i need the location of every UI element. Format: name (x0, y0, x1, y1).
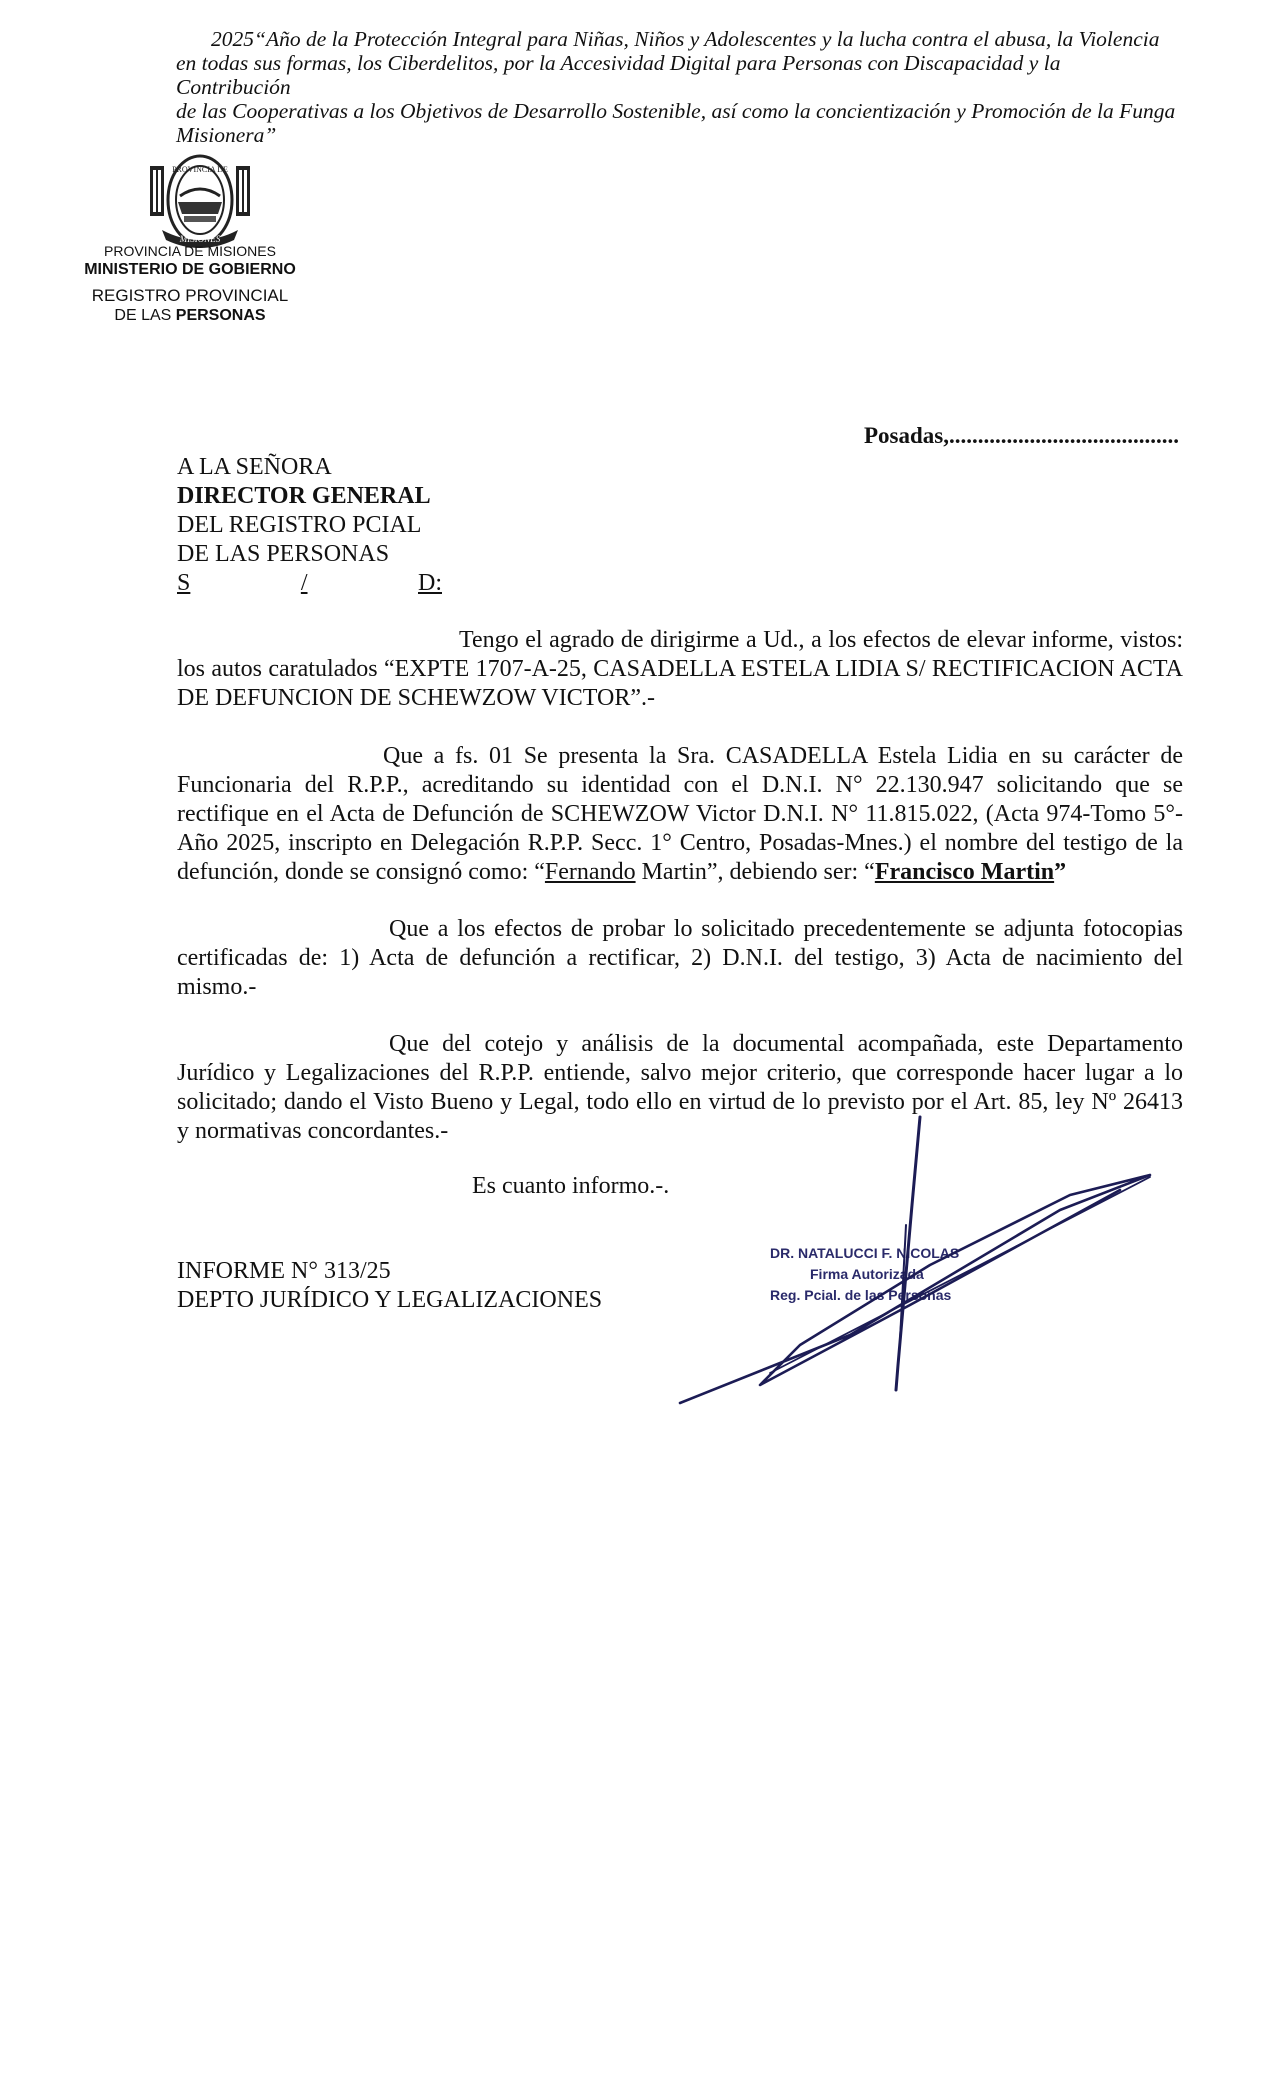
year-motto (176, 27, 1176, 147)
org-registry: REGISTRO PROVINCIAL (91, 286, 289, 305)
provincial-crest-icon (140, 152, 260, 252)
handwritten-signature (650, 1115, 1170, 1405)
stamp-name: DR. NATALUCCI F. NICOLAS (770, 1245, 960, 1261)
stamp-office: Reg. Pcial. de las Personas (770, 1287, 952, 1303)
org-de-las: DE LAS (114, 307, 176, 324)
issuing-office (60, 243, 320, 325)
crest-text-bottom: MISIONES (179, 234, 221, 244)
org-province: PROVINCIA DE MISIONES (104, 243, 276, 259)
p2-close-quote: ” (1054, 859, 1067, 885)
motto-line-4: Misionera” (176, 123, 277, 147)
motto-line-1: 2025“Año de la Protección Integral para Niñas, Niños y Adolescentes y la lucha contra el abusa, la Violencia (211, 27, 1160, 51)
su-despacho (177, 569, 442, 598)
addressee-line-1: A LA SEÑORA (177, 454, 332, 480)
sd-slash: / (300, 570, 308, 596)
sd-d: D: (418, 570, 442, 596)
crest-text-top: PROVINCIA DE (172, 165, 228, 174)
paragraph-evidence: Que a los efectos de probar lo solicitado precedentemente se adjunta fotocopias certificadas de: 1) Acta de defunción a rectificar, 2) D.N.I. del testigo, 3) Acta de nacimiento del mismo.- (177, 916, 1183, 1000)
p2-text-b: Martin”, debiendo ser: “ (635, 859, 875, 885)
stamp-title: Firma Autorizada (810, 1266, 924, 1282)
addressee-line-2: DIRECTOR GENERAL (177, 483, 431, 509)
org-ministry: MINISTERIO DE GOBIERNO (84, 261, 296, 278)
report-department: DEPTO JURÍDICO Y LEGALIZACIONES (177, 1287, 603, 1313)
addressee-line-3: DEL REGISTRO PCIAL (177, 512, 422, 538)
motto-line-3: de las Cooperativas a los Objetivos de Desarrollo Sostenible, así como la concientización y Promoción de la Funga (176, 99, 1176, 123)
report-identifier (177, 1257, 602, 1315)
sd-s: S (177, 570, 191, 596)
report-number: INFORME N° 313/25 (177, 1258, 391, 1284)
paragraph-conclusion: Que del cotejo y análisis de la documental acompañada, este Departamento Jurídico y Legalizaciones del R.P.P. entiende, salvo mejor criterio, que corresponde hacer lugar a lo solicitado; dando el Visto Bueno y Legal, todo ello en virtud de lo previsto por el Art. 85, ley Nº 26413 y normativas concordantes.- (177, 1031, 1183, 1144)
org-personas: PERSONAS (175, 307, 266, 324)
p2-wrong-name: Fernando (544, 859, 636, 885)
paragraph-intro: Tengo el agrado de dirigirme a Ud., a los efectos de elevar informe, vistos: los autos caratulados “EXPTE 1707-A-25, CASADELLA ESTELA LIDIA S/ RECTIFICACION ACTA DE DEFUNCION DE SCHEWZOW VICTOR”.- (177, 627, 1183, 711)
motto-line-2: en todas sus formas, los Ciberdelitos, por la Accesividad Digital para Personas con Discapacidad y la Contribución (176, 51, 1061, 99)
addressee-block (177, 453, 442, 598)
addressee-line-4: DE LAS PERSONAS (177, 541, 390, 567)
closing-line: Es cuanto informo.-. (472, 1173, 670, 1199)
p2-text-a: Que a fs. 01 Se presenta la Sra. CASADELLA Estela Lidia en su carácter de Funcionaria del R.P.P., acreditando su identidad con el D.N.I. N° 22.130.947 solicitando que se rectifique en el Acta de Defunción de SCHEWZOW Victor D.N.I. N° 11.815.022, (Acta 974-Tomo 5°-Año 2025, inscripto en Delegación R.P.P. Secc. 1° Centro, Posadas-Mnes.) el nombre del testigo de la defunción, donde se consignó como: “ (177, 743, 1183, 885)
p2-correct-name: Francisco Martin (874, 859, 1055, 885)
place-date: Posadas,........................................ (864, 423, 1179, 448)
paragraph-request (177, 742, 1183, 887)
org-registry-persons (60, 306, 320, 325)
